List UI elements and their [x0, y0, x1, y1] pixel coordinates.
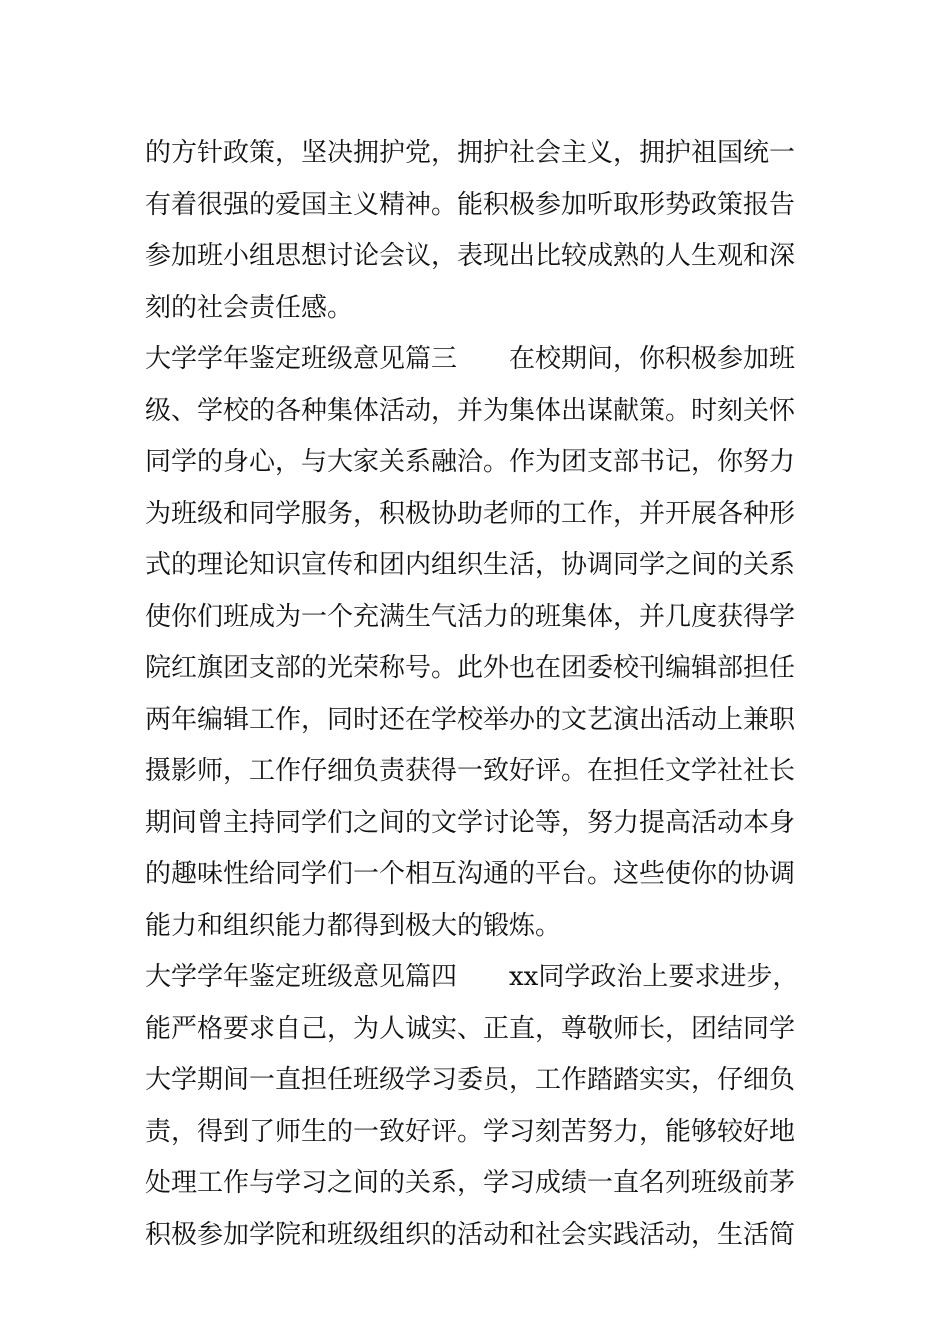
text-line: 有着很强的爱国主义精神。能积极参加听取形势政策报告	[145, 189, 796, 220]
text-line: 为班级和同学服务，积极协助老师的工作，并开展各种形	[145, 498, 796, 529]
text-line: 刻的社会责任感。	[145, 292, 354, 323]
text-line: 级、学校的各种集体活动，并为集体出谋献策。时刻关怀	[145, 395, 796, 426]
text-line: 的趣味性给同学们一个相互沟通的平台。这些使你的协调	[145, 859, 796, 889]
text-line: 期间曾主持同学们之间的文学讨论等，努力提高活动本身	[145, 807, 796, 838]
text-line: 参加班小组思想讨论会议，表现出比较成熟的人生观和深	[145, 241, 796, 271]
text-line: 使你们班成为一个充满生气活力的班集体，并几度获得学	[145, 601, 796, 632]
text-line: 两年编辑工作，同时还在学校举办的文艺演出活动上兼职	[145, 704, 796, 735]
section-heading-line: 大学学年鉴定班级意见篇四 xx同学政治上要求进步，	[145, 962, 799, 992]
document-body	[145, 128, 815, 1261]
text-line: 同学的身心，与大家关系融洽。作为团支部书记，你努力	[145, 447, 796, 477]
text-line: 院红旗团支部的光荣称号。此外也在团委校刊编辑部担任	[145, 653, 796, 683]
text-line: 式的理论知识宣传和团内组织生活，协调同学之间的关系	[145, 550, 796, 580]
text-line: 能力和组织能力都得到极大的锻炼。	[145, 910, 562, 941]
text-line: 责，得到了师生的一致好评。学习刻苦努力，能够较好地	[145, 1116, 796, 1147]
text-line: 能严格要求自己，为人诚实、正直，尊敬师长，团结同学	[145, 1013, 796, 1044]
section-heading-line: 大学学年鉴定班级意见篇三 在校期间，你积极参加班	[145, 344, 796, 374]
text-line: 的方针政策，坚决拥护党，拥护社会主义，拥护祖国统一	[145, 138, 796, 168]
text-line: 大学期间一直担任班级学习委员，工作踏踏实实，仔细负	[145, 1065, 796, 1095]
text-line: 摄影师，工作仔细负责获得一致好评。在担任文学社社长	[145, 756, 796, 786]
text-line: 处理工作与学习之间的关系，学习成绩一直名列班级前茅	[145, 1168, 796, 1198]
text-line: 积极参加学院和班级组织的活动和社会实践活动，生活简	[145, 1219, 796, 1250]
